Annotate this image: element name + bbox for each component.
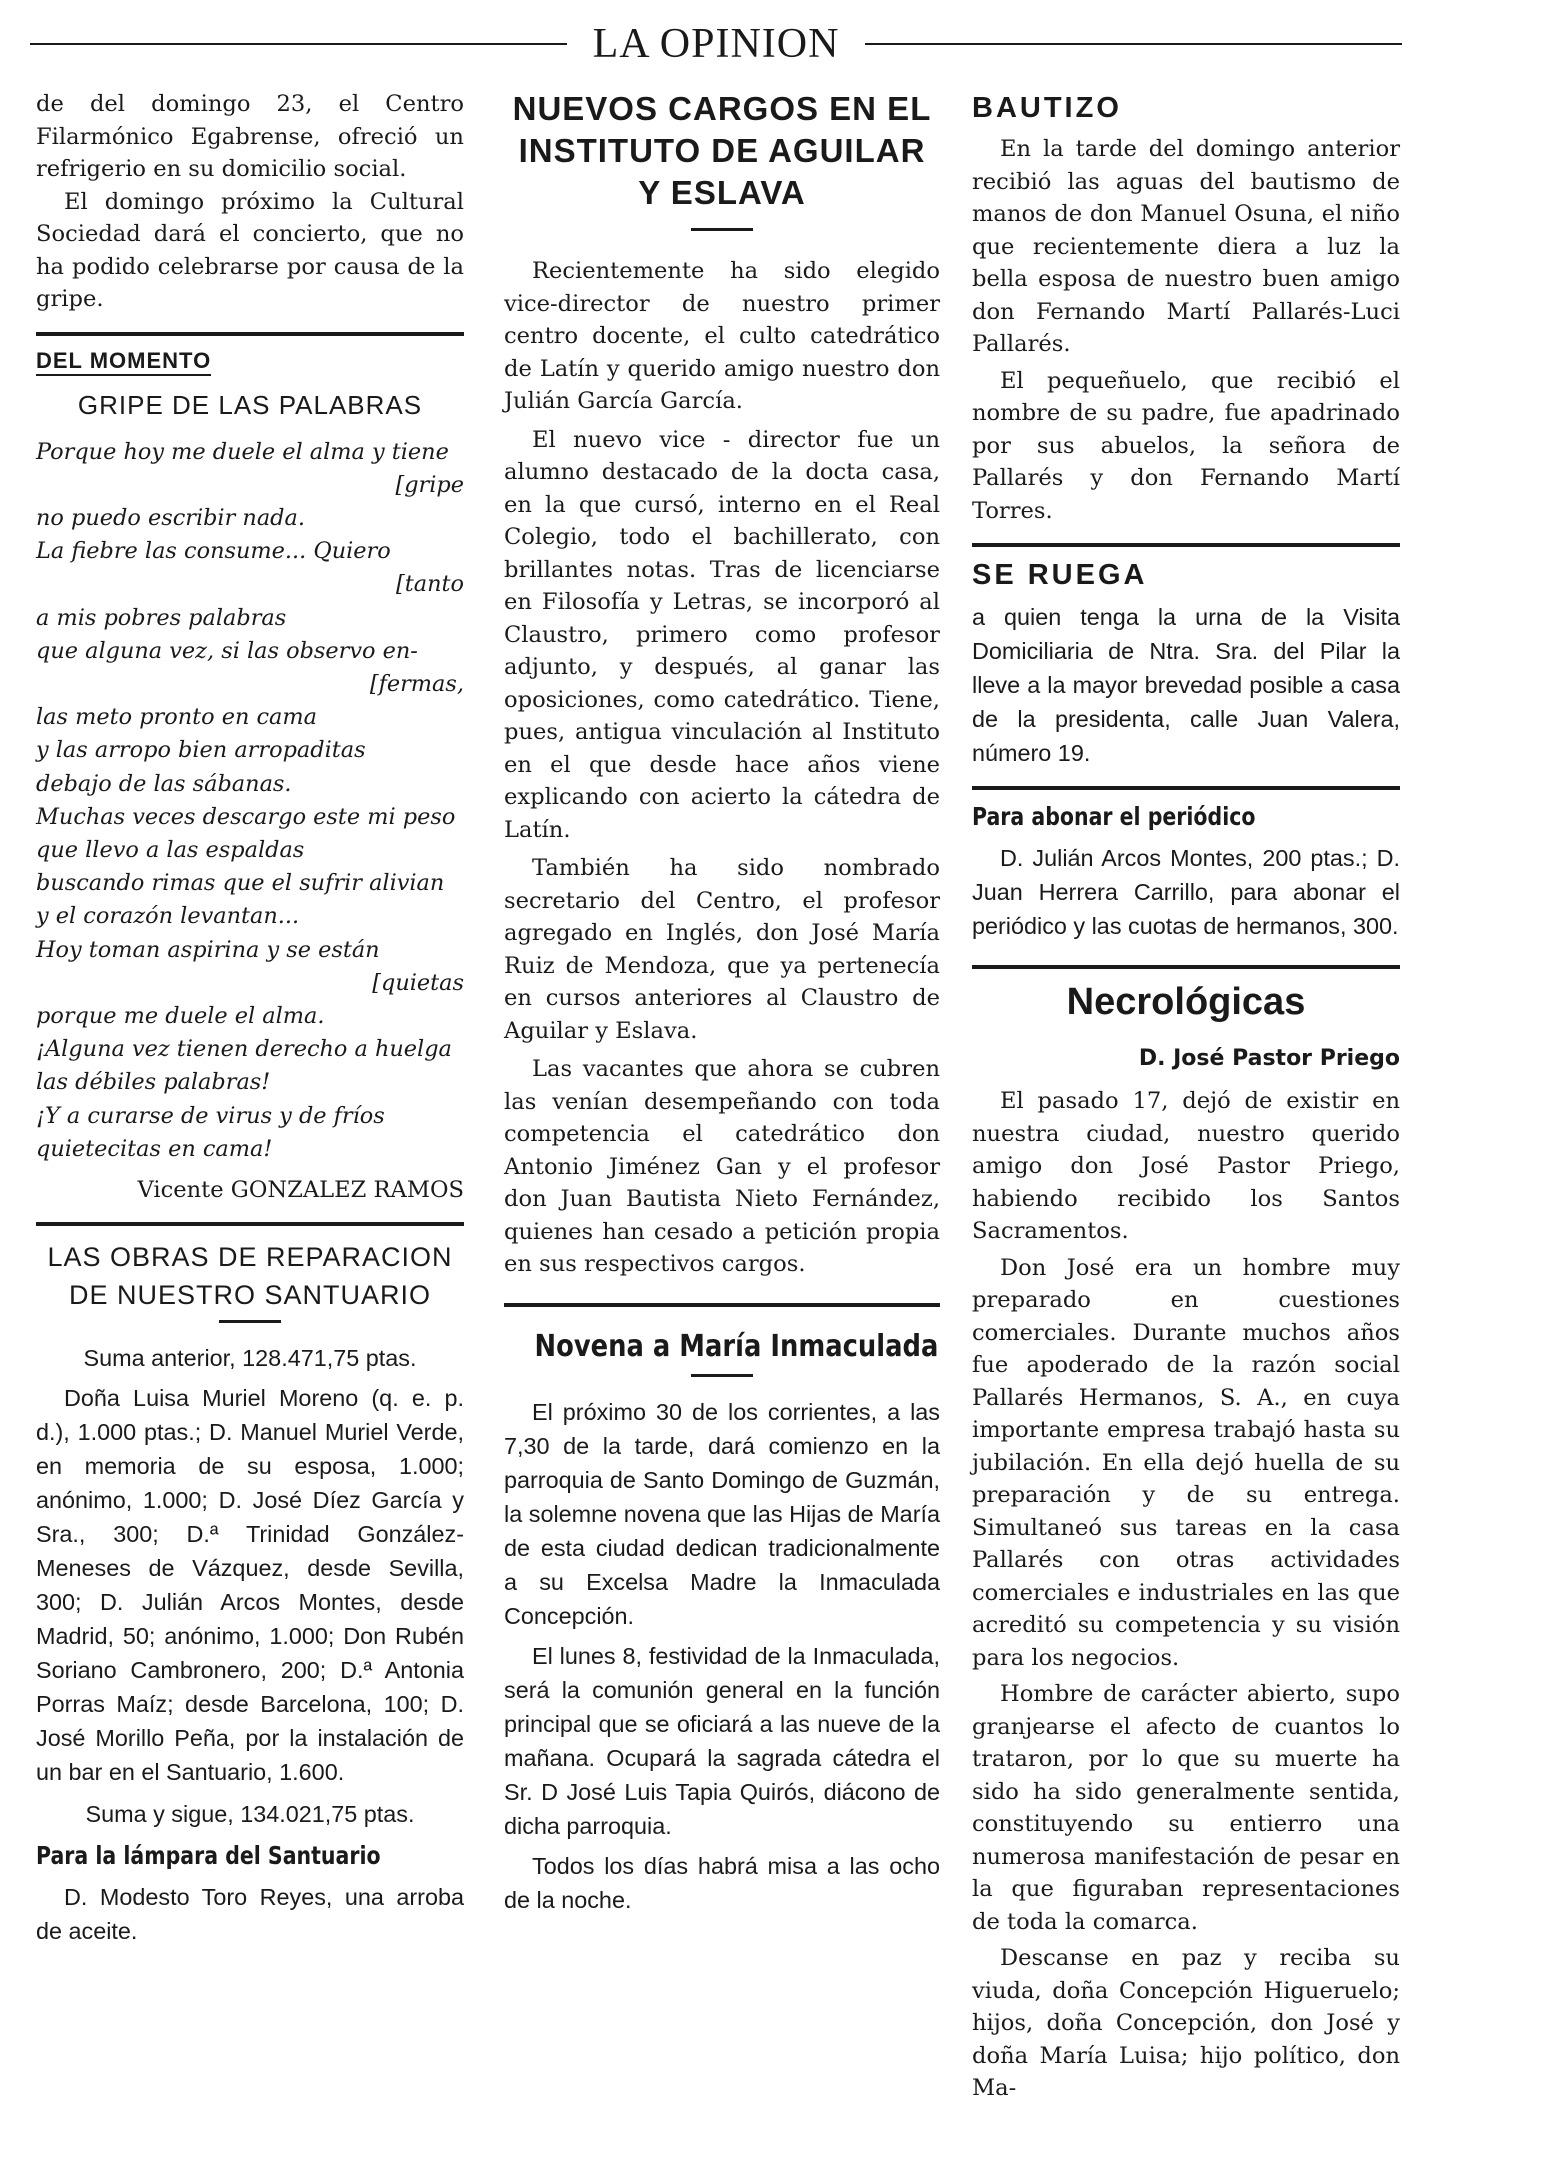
poem-line: las débiles palabras! xyxy=(36,1069,271,1096)
suma-sigue: Suma y sigue, 134.021,75 ptas. xyxy=(85,1801,415,1828)
section-divider xyxy=(36,1222,464,1226)
poem-line: no puedo escribir nada. xyxy=(36,504,305,531)
poem-line: porque me duele el alma. xyxy=(36,1002,325,1029)
poem-line: [fermas, xyxy=(369,670,464,697)
column-right xyxy=(972,88,1400,2105)
poem-line: que alguna vez, si las observo en- xyxy=(36,637,418,664)
masthead-rule-left xyxy=(30,43,567,45)
article-paragraph: Las vacantes que ahora se cubren las venían desempeñando con toda competencia el catedrático don Antonio Jiménez Gan y el profesor don Juan Bautista Nieto Fernández, quienes han cesado a petición propia en sus respectivos cargos. xyxy=(504,1056,940,1277)
article-paragraph: El nuevo vice - director fue un alumno destacado de la docta casa, en la que cursó, interno en el Real Colegio, todo el bachillerato, con brillantes notas. Tras de licenciarse en Filosofía y Letras, se incorporó al Claustro, primero como profesor adjunto, y después, al ganar las oposiciones, como catedrático. Tiene, pues, antigua vinculación al Instituto en el que desde hace años viene explicando con acierto la cátedra de Latín. xyxy=(504,426,940,843)
section-divider xyxy=(972,786,1400,790)
poem-line: Porque hoy me duele el alma y tiene xyxy=(36,438,449,465)
poem-line: debajo de las sábanas. xyxy=(36,770,292,797)
column-left xyxy=(36,88,464,1948)
poem-line: La fiebre las consume... Quiero xyxy=(36,538,391,565)
poem-line: las meto pronto en cama xyxy=(36,704,317,731)
intro-paragraph: de del domingo 23, el Centro Filarmónico Egabrense, ofreció un refrigerio en su domicilio social. xyxy=(36,91,464,182)
section-divider xyxy=(972,543,1400,547)
newspaper-title: LA OPINION xyxy=(592,21,840,67)
headline-rule xyxy=(219,1320,281,1323)
poem-line: Hoy toman aspirina y se están xyxy=(36,936,380,963)
ruega-headline: SE RUEGA xyxy=(972,559,1148,591)
donations-list: Doña Luisa Muriel Moreno (q. e. p. d.), 1.000 ptas.; D. Manuel Muriel Verde, en memoria de su esposa, 1.000; anónimo, 1.000; D. José Díez García y Sra., 300; D.ª Trinidad González-Meneses de Vázquez, desde Sevilla, 300; D. Julián Arcos Montes, desde Madrid, 50; anónimo, 1.000; Don Rubén Soriano Cambronero, 200; D.ª Antonia Porras Maíz; desde Barcelona, 100; D. José Morillo Peña, por la instalación de un bar en el Santuario, 1.600. xyxy=(36,1385,464,1786)
poem-line: [tanto xyxy=(396,571,464,598)
poem-line: ¡Y a curarse de virus y de fríos xyxy=(36,1102,385,1129)
poem-line: [quietas xyxy=(372,969,464,996)
novena-paragraph: El lunes 8, festividad de la Inmaculada, será la comunión general en la función principal que se oficiará a las nueve de la mañana. Ocupará la sagrada cátedra el Sr. D José Luis Tapia Quirós, diácono de dicha parroquia. xyxy=(504,1642,940,1839)
article-paragraph: También ha sido nombrado secretario del Centro, el profesor agregado en Inglés, don José María Ruiz de Mendoza, que ya pertenecía en cursos anteriores al Claustro de Aguilar y Eslava. xyxy=(504,855,940,1044)
headline-rule xyxy=(691,1374,753,1377)
abonar-headline: Para abonar el periódico xyxy=(972,802,1256,831)
poem xyxy=(36,436,464,1166)
ruega-text: a quien tenga la urna de la Visita Domiciliaria de Ntra. Sra. del Pilar la lleve a la mayor brevedad posible a casa de la presidenta, calle Juan Valera, número 19. xyxy=(972,604,1400,766)
poem-line: Muchas veces descargo este mi peso xyxy=(36,803,456,830)
poem-line: y el corazón levantan... xyxy=(36,903,300,930)
obituary-paragraph: El pasado 17, dejó de existir en nuestra ciudad, nuestro querido amigo don José Pastor Priego, habiendo recibido los Santos Sacramentos. xyxy=(972,1088,1400,1244)
lampara-headline: Para la lámpara del Santuario xyxy=(36,1841,381,1871)
obituary-name: D. José Pastor Priego xyxy=(1138,1046,1400,1071)
masthead xyxy=(30,14,1402,74)
poem-line: ¡Alguna vez tienen derecho a huelga xyxy=(36,1036,452,1063)
poem-line: a mis pobres palabras xyxy=(36,604,287,631)
obituary-paragraph: Hombre de carácter abierto, supo granjearse el afecto de cuantos lo trataron, por lo que su muerte ha sido ha sido generalmente sentida, constituyendo su entierro una numerosa manifestación de pesar en la que figuraban representaciones de toda la comarca. xyxy=(972,1681,1400,1935)
obituary-paragraph: Don José era un hombre muy preparado en cuestiones comerciales. Durante muchos años fue apoderado de la razón social Pallarés Hermanos, S. A., en cuya importante empresa trabajó hasta su jubilación. En ella dejó huella de su preparación y de su entrega. Simultaneó sus tareas en la casa Pallarés con otras actividades comerciales e industriales en las que acreditó su competencia y su visión para los negocios. xyxy=(972,1254,1400,1671)
section-divider xyxy=(504,1303,940,1307)
suma-anterior: Suma anterior, 128.471,75 ptas. xyxy=(83,1345,417,1372)
section-kicker: DEL MOMENTO xyxy=(36,348,211,376)
necrologicas-headline: Necrológicas xyxy=(1066,981,1306,1023)
abonar-text: D. Julián Arcos Montes, 200 ptas.; D. Juan Herrera Carrillo, para abonar el periódico y las cuotas de hermanos, 300. xyxy=(972,845,1400,939)
intro-paragraph: El domingo próximo la Cultural Sociedad dará el concierto, que no ha podido celebrarse por causa de la gripe. xyxy=(36,188,464,312)
bautizo-headline: BAUTIZO xyxy=(972,92,1122,124)
section-divider xyxy=(972,965,1400,969)
poem-line: y las arropo bien arropaditas xyxy=(36,737,366,764)
column-center xyxy=(504,88,940,1917)
instituto-headline: NUEVOS CARGOS EN EL INSTITUTO DE AGUILAR Y ESLAVA xyxy=(512,90,932,211)
masthead-rule-right xyxy=(865,43,1402,45)
poem-title: GRIPE DE LAS PALABRAS xyxy=(77,389,423,420)
novena-paragraph: El próximo 30 de los corrientes, a las 7,30 de la tarde, dará comienzo en la parroquia de Santo Domingo de Guzmán, la solemne novena que las Hijas de María de esta ciudad dedican tradicionalmente a su Excelsa Madre la Inmaculada Concepción. xyxy=(504,1398,940,1629)
poem-line: buscando rimas que el sufrir alivian xyxy=(36,870,445,897)
article-paragraph: Recientemente ha sido elegido vice-director de nuestro primer centro docente, el culto catedrático de Latín y querido amigo nuestro don Julián García García. xyxy=(504,258,940,414)
poem-author: Vicente GONZALEZ RAMOS xyxy=(137,1176,464,1203)
lampara-text: D. Modesto Toro Reyes, una arroba de aceite. xyxy=(36,1884,464,1945)
obituary-paragraph: Descanse en paz y reciba su viuda, doña Concepción Higueruelo; hijos, doña Concepción, don José y doña María Luisa; hijo político, don Ma- xyxy=(972,1945,1400,2101)
bautizo-paragraph: El pequeñuelo, que recibió el nombre de su padre, fue apadrinado por sus abuelos, la señora de Pallarés y don Fernando Martí Torres. xyxy=(972,367,1400,524)
headline-rule xyxy=(691,228,753,231)
poem-line: que llevo a las espaldas xyxy=(36,836,305,863)
poem-line: quietecitas en cama! xyxy=(36,1135,273,1162)
novena-paragraph: Todos los días habrá misa a las ocho de la noche. xyxy=(504,1852,940,1913)
section-divider xyxy=(36,332,464,336)
poem-line: [gripe xyxy=(395,471,464,498)
bautizo-paragraph: En la tarde del domingo anterior recibió las aguas del bautismo de manos de don Manuel Osuna, el niño que recientemente diera a luz la bella esposa de nuestro buen amigo don Fernando Martí Pallarés-Luci Pallarés. xyxy=(972,136,1400,357)
obras-headline: LAS OBRAS DE REPARACION DE NUESTRO SANTUARIO xyxy=(47,1242,453,1311)
novena-headline: Novena a María Inmaculada xyxy=(534,1328,939,1364)
